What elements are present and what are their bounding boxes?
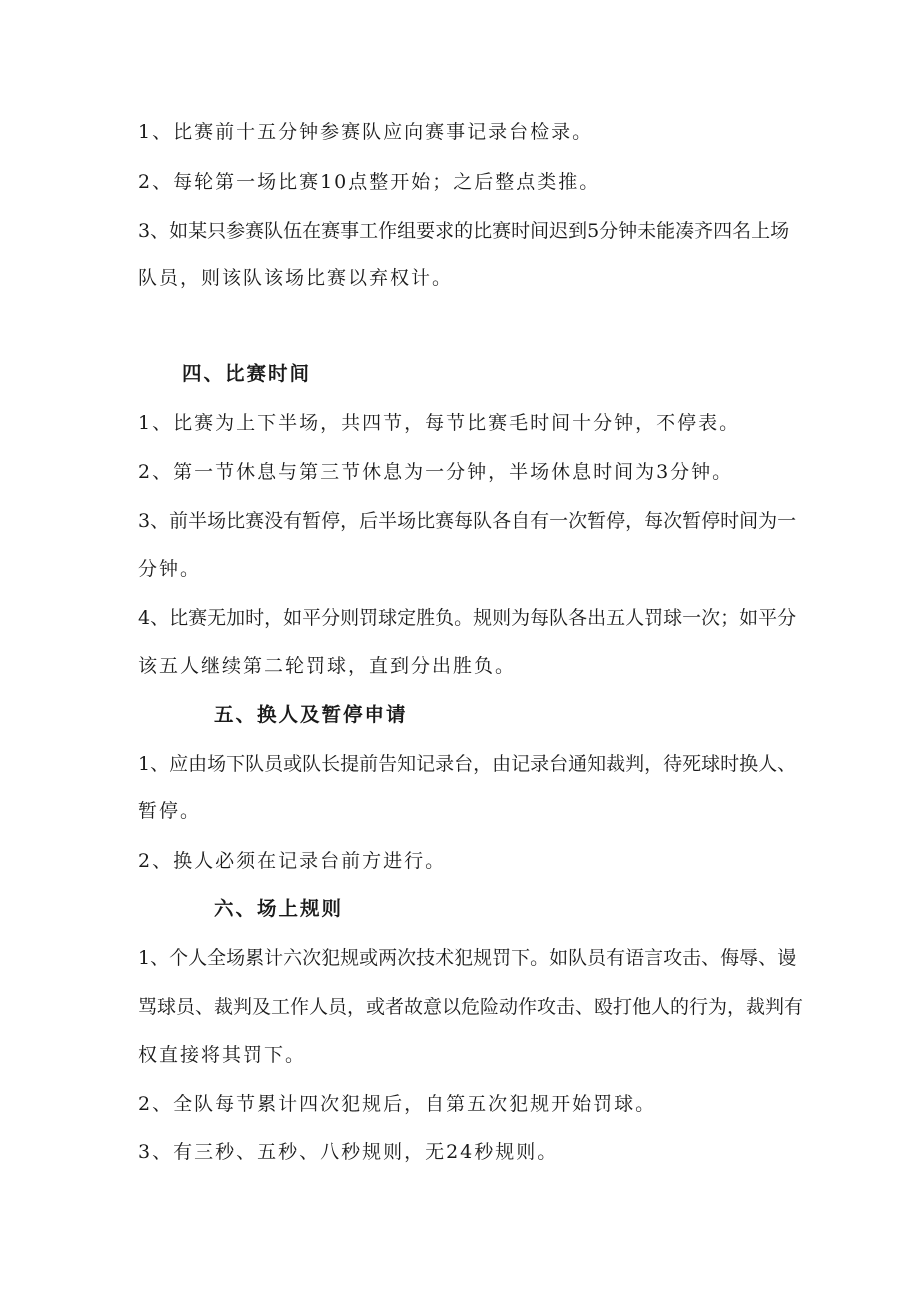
rule-line-5-1-cont: 暂停。 [138,800,202,822]
rule-line-4-3: 3、前半场比赛没有暂停，后半场比赛每队各自有一次暂停，每次暂停时间为一 [138,510,797,532]
rule-line-4-2: 2、第一节休息与第三节休息为一分钟，半场休息时间为3分钟。 [138,461,734,483]
rule-line-3-1: 1、比赛前十五分钟参赛队应向赛事记录台检录。 [138,121,594,143]
rule-line-6-1-cont2: 权直接将其罚下。 [138,1044,307,1066]
rule-line-3-3-cont: 队员，则该队该场比赛以弃权计。 [138,267,454,289]
rule-line-6-2: 2、全队每节累计四次犯规后，自第五次犯规开始罚球。 [138,1093,657,1115]
section-heading-substitution: 五、换人及暂停申请 [214,703,408,726]
section-heading-court-rules: 六、场上规则 [214,897,344,920]
rule-line-3-3: 3、如某只参赛队伍在赛事工作组要求的比赛时间迟到5分钟未能凑齐四名上场 [138,220,790,242]
rule-line-6-1: 1、个人全场累计六次犯规或两次技术犯规罚下。如队员有语言攻击、侮辱、谩 [138,947,797,969]
rule-line-6-1-cont1: 骂球员、裁判及工作人员，或者故意以危险动作攻击、殴打他人的行为，裁判有 [138,996,804,1018]
rule-line-3-2: 2、每轮第一场比赛10点整开始；之后整点类推。 [138,171,601,193]
section-heading-match-time: 四、比赛时间 [182,362,312,385]
rule-line-6-3: 3、有三秒、五秒、八秒规则，无24秒规则。 [138,1141,559,1163]
rule-line-4-4-cont: 该五人继续第二轮罚球，直到分出胜负。 [138,655,517,677]
rule-line-5-2: 2、换人必须在记录台前方进行。 [138,850,447,872]
rule-line-5-1: 1、应由场下队员或队长提前告知记录台，由记录台通知裁判，待死球时换人、 [138,753,797,775]
rule-line-4-3-cont: 分钟。 [138,558,202,580]
rule-line-4-4: 4、比赛无加时，如平分则罚球定胜负。规则为每队各出五人罚球一次；如平分 [138,607,797,629]
rule-line-4-1: 1、比赛为上下半场，共四节，每节比赛毛时间十分钟，不停表。 [138,412,741,434]
